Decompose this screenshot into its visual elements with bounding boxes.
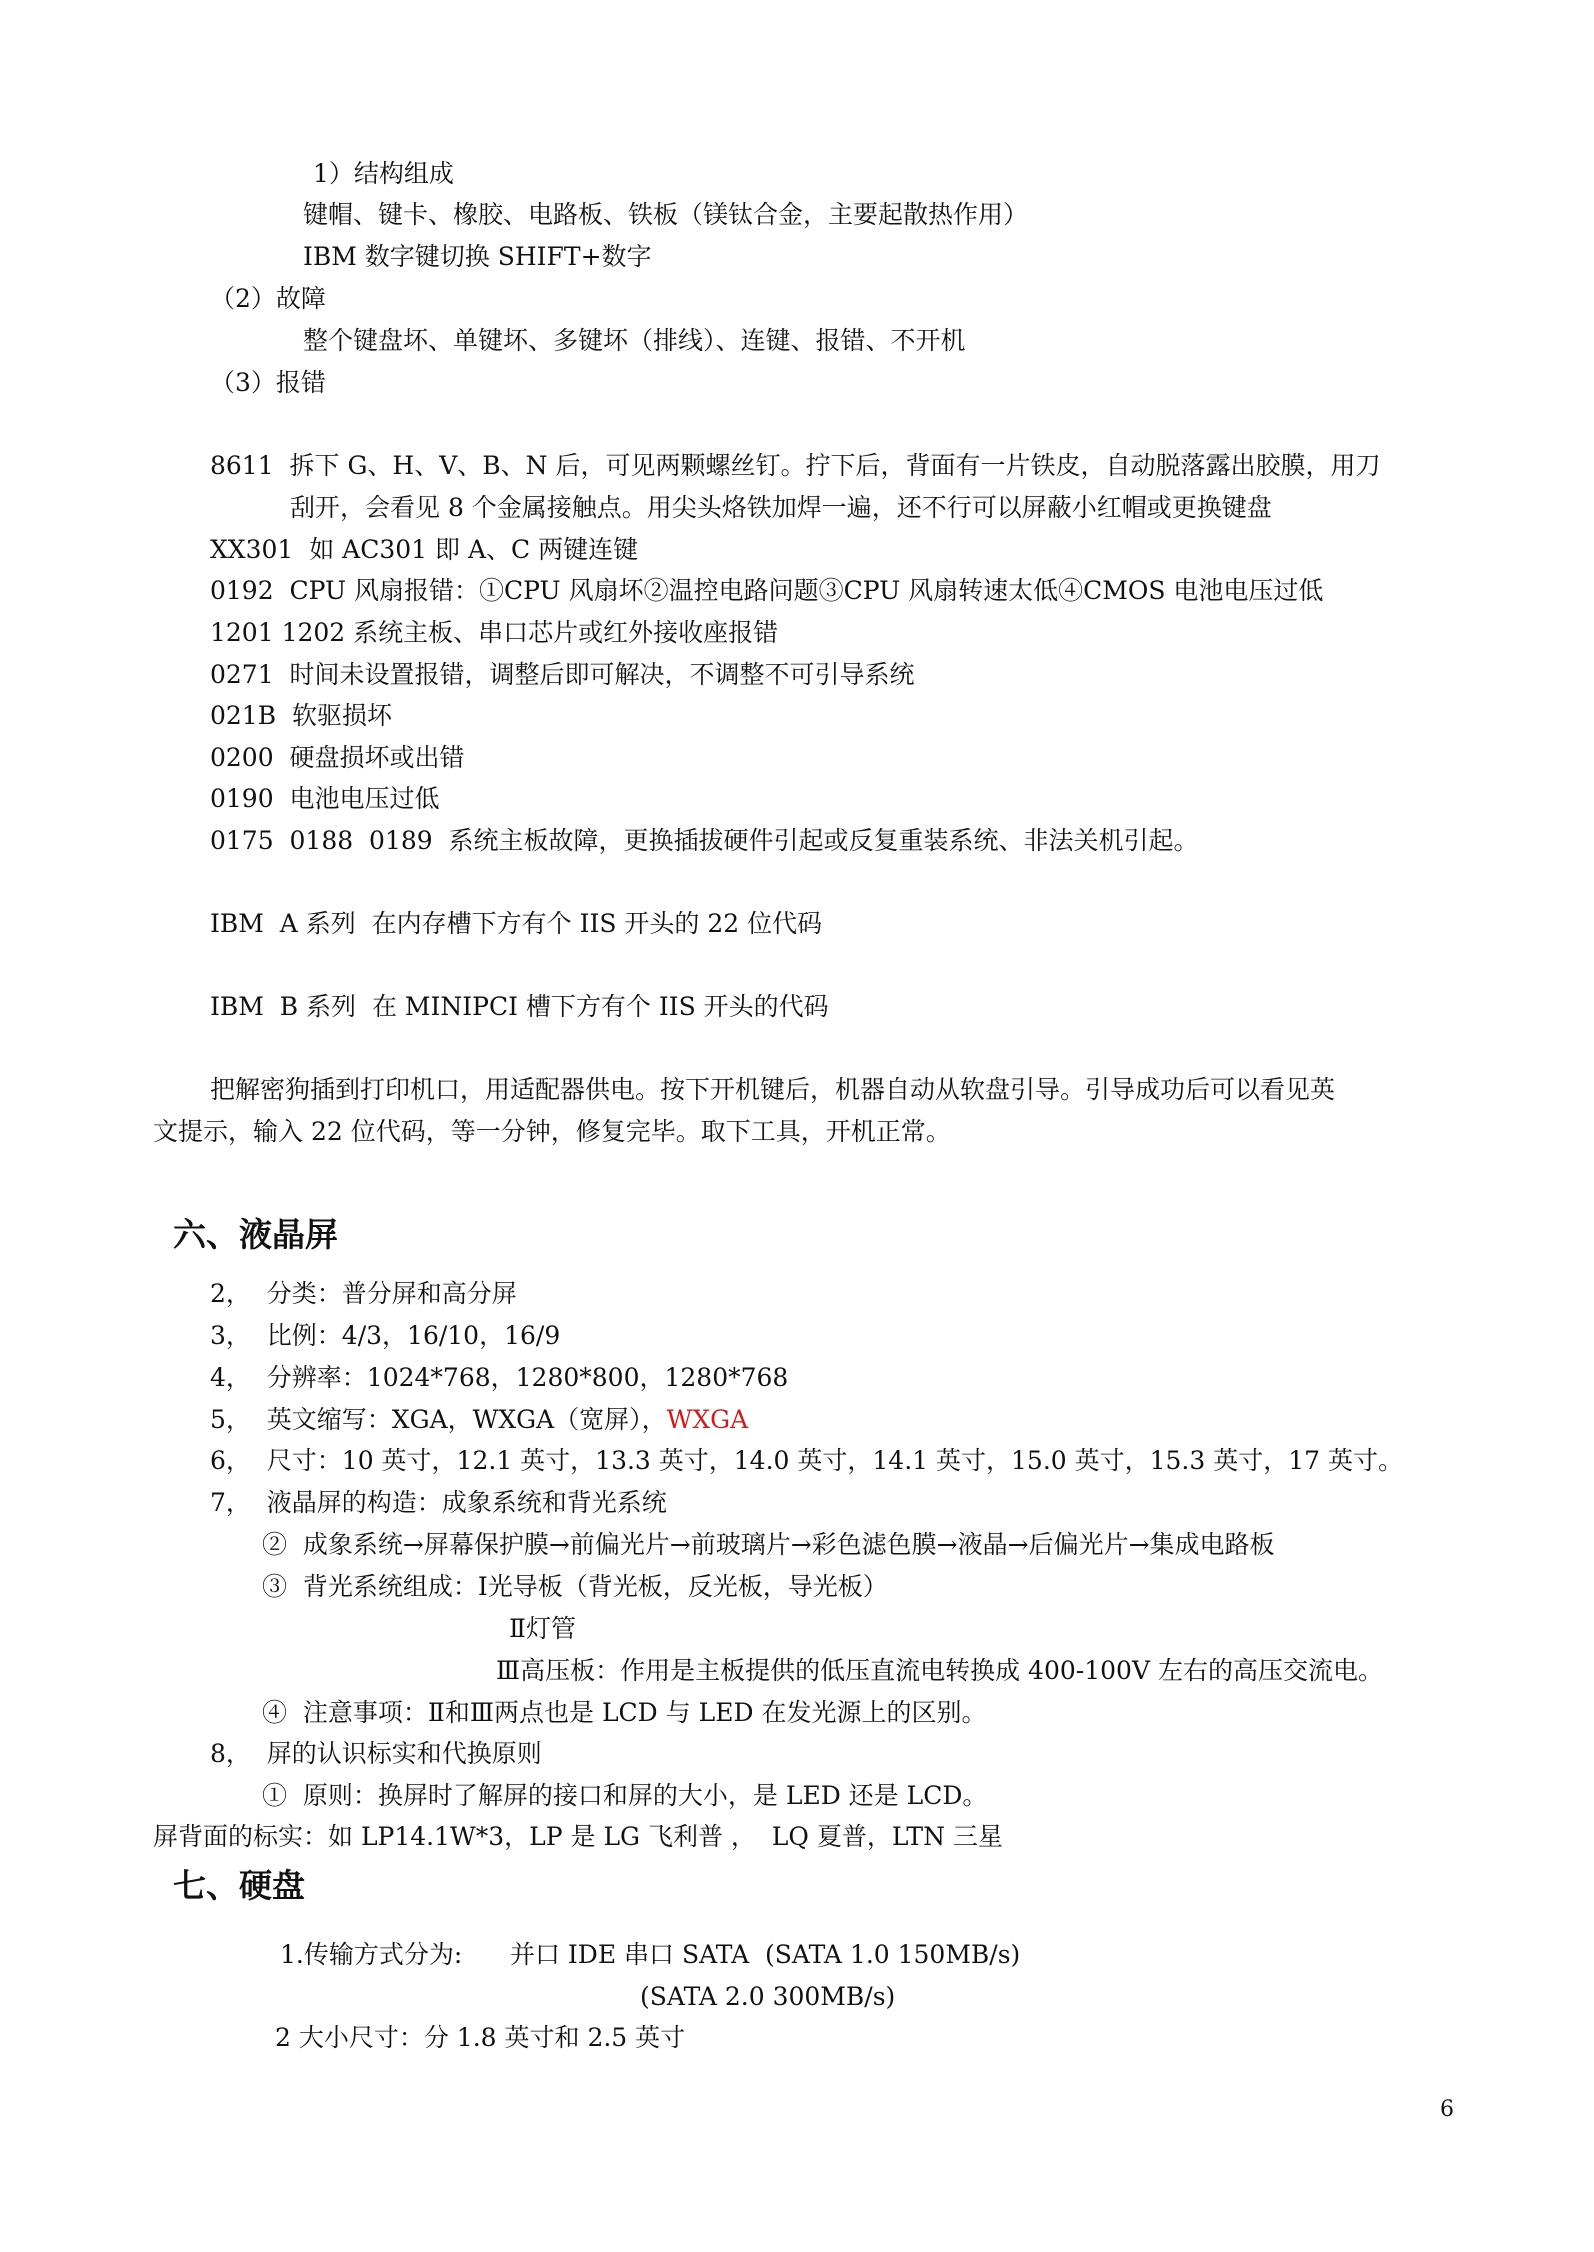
error-line: XX301 如 AC301 即 A、C 两键连键 (210, 535, 639, 564)
lcd-subitem: Ⅲ高压板：作用是主板提供的低压直流电转换成 400-100V 左右的高压交流电。 (496, 1656, 1383, 1685)
error-line: 1201 1202 系统主板、串口芯片或红外接收座报错 (210, 618, 779, 647)
lcd-item: 7， 液晶屏的构造：成象系统和背光系统 (210, 1488, 667, 1517)
lcd-item: 3， 比例：4/3，16/10，16/9 (210, 1321, 561, 1350)
error-title: （3）报错 (210, 368, 326, 397)
abbrev-text: 5， 英文缩写：XGA，WXGA（宽屏）， (210, 1405, 667, 1434)
lcd-subitem: ④ 注意事项：Ⅱ和Ⅲ两点也是 LCD 与 LED 在发光源上的区别。 (262, 1698, 987, 1727)
fault-list: 整个键盘坏、单键坏、多键坏（排线）、连键、报错、不开机 (303, 326, 966, 355)
ibm-numkey: IBM 数字键切换 SHIFT+数字 (303, 242, 652, 271)
struct-title: 1）结构组成 (313, 159, 454, 188)
error-line: 0190 电池电压过低 (210, 784, 440, 813)
hdd-heading: 七、硬盘 (173, 1866, 305, 1905)
lcd-item: 2， 分类：普分屏和高分屏 (210, 1279, 517, 1308)
error-line: 021B 软驱损坏 (210, 701, 392, 730)
lcd-subitem: ② 成象系统→屏幕保护膜→前偏光片→前玻璃片→彩色滤色膜→液晶→后偏光片→集成电路板 (262, 1530, 1275, 1559)
lcd-item: 8， 屏的认识标实和代换原则 (210, 1739, 542, 1768)
error-line: 0271 时间未设置报错，调整后即可解决，不调整不可引导系统 (210, 660, 915, 689)
dongle-paragraph-line: 把解密狗插到打印机口，用适配器供电。按下开机键后，机器自动从软盘引导。引导成功后可以看见英 (210, 1075, 1336, 1104)
lcd-note: 屏背面的标实：如 LP14.1W*3，LP 是 LG 飞利普 ， LQ 夏普，LTN 三星 (153, 1822, 1003, 1851)
lcd-item-abbrev (210, 1403, 748, 1437)
lcd-item: 6， 尺寸：10 英寸，12.1 英寸，13.3 英寸，14.0 英寸，14.1 英寸，15.0 英寸，15.3 英寸，17 英寸。 (210, 1446, 1403, 1475)
hdd-item-cont: (SATA 2.0 300MB/s) (640, 1982, 896, 2011)
lcd-subitem: Ⅱ灯管 (509, 1614, 576, 1643)
lcd-item: 4， 分辨率：1024*768，1280*800，1280*768 (210, 1363, 789, 1392)
lcd-heading: 六、液晶屏 (173, 1215, 338, 1254)
error-line: 0175 0188 0189 系统主板故障，更换插拔硬件引起或反复重装系统、非法关机引起。 (210, 826, 1199, 855)
fault-title: （2）故障 (210, 284, 326, 313)
error-line: 0192 CPU 风扇报错：①CPU 风扇坏②温控电路问题③CPU 风扇转速太低④CMOS 电池电压过低 (210, 576, 1324, 605)
error-line: 8611 拆下 G、H、V、B、N 后，可见两颗螺丝钉。拧下后，背面有一片铁皮，自动脱落露出胶膜，用刀 (210, 451, 1381, 480)
dongle-paragraph-line: 文提示，输入 22 位代码，等一分钟，修复完毕。取下工具，开机正常。 (153, 1117, 951, 1146)
lcd-subitem: ③ 背光系统组成：Ⅰ光导板（背光板，反光板，导光板） (262, 1572, 888, 1601)
error-line: 刮开，会看见 8 个金属接触点。用尖头烙铁加焊一遍，还不行可以屏蔽小红帽或更换键盘 (290, 493, 1272, 522)
ibm-a-series: IBM A 系列 在内存槽下方有个 IIS 开头的 22 位代码 (210, 909, 823, 938)
hdd-item: 1.传输方式分为: 并口 IDE 串口 SATA (SATA 1.0 150MB/s) (280, 1940, 1021, 1969)
hdd-item: 2 大小尺寸：分 1.8 英寸和 2.5 英寸 (275, 2023, 686, 2052)
struct-parts: 键帽、键卡、橡胶、电路板、铁板（镁钛合金，主要起散热作用） (303, 200, 1029, 229)
ibm-b-series: IBM B 系列 在 MINIPCI 槽下方有个 IIS 开头的代码 (210, 992, 829, 1021)
page-number: 6 (1440, 2097, 1454, 2122)
abbrev-highlight: WXGA (666, 1405, 749, 1434)
lcd-subitem: ① 原则：换屏时了解屏的接口和屏的大小，是 LED 还是 LCD。 (262, 1781, 988, 1810)
error-line: 0200 硬盘损坏或出错 (210, 743, 465, 772)
